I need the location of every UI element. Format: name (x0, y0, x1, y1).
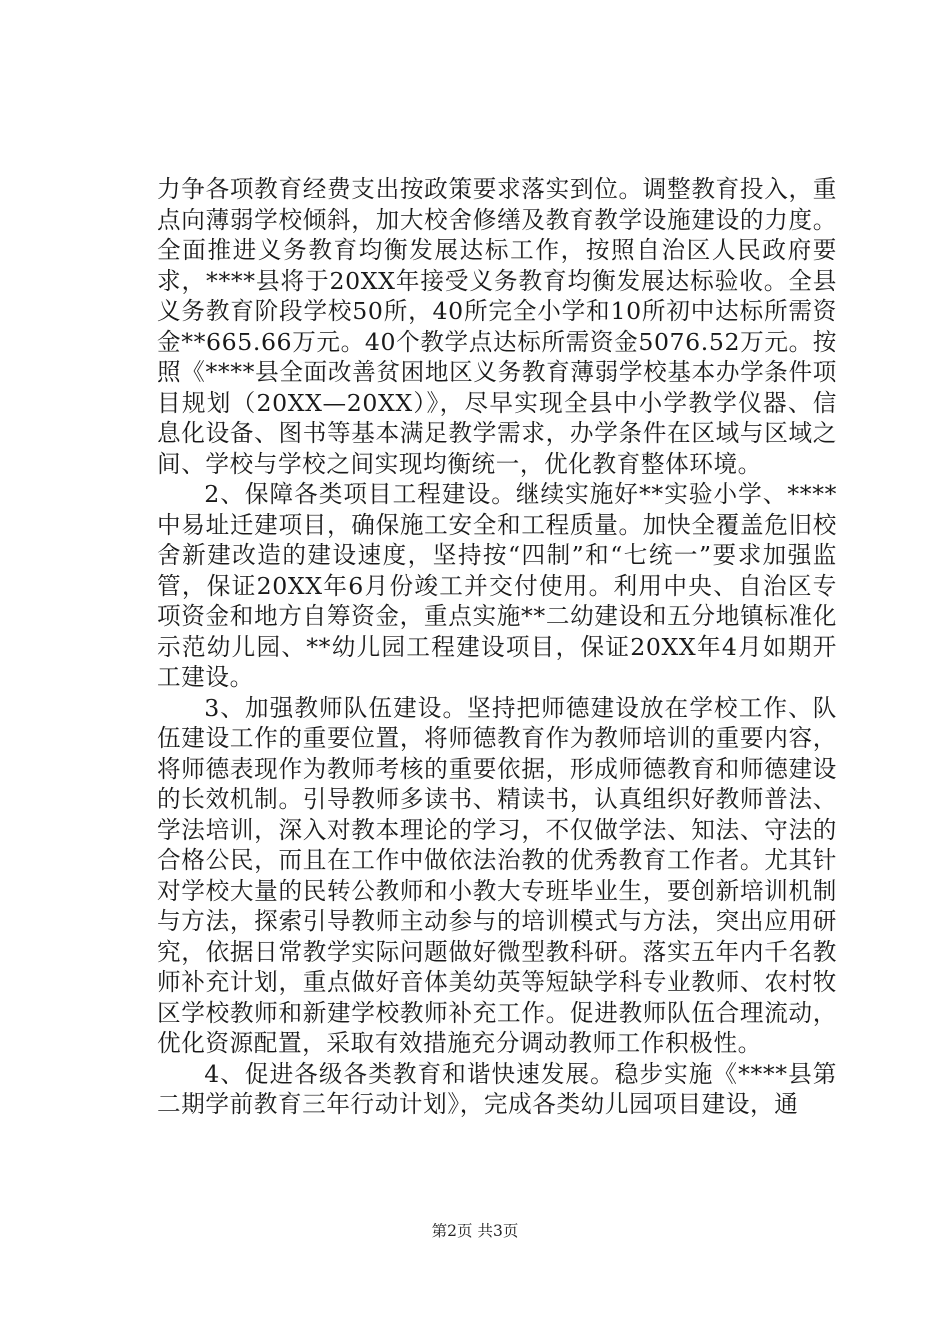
paragraph-funding: 力争各项教育经费支出按政策要求落实到位。调整教育投入，重点向薄弱学校倾斜，加大校舍修缮及教育教学设施建设的力度。全面推进义务教育均衡发展达标工作，按照自治区人民政府要求，****县将于20XX年接受义务教育均衡发展达标验收。全县义务教育阶段学校50所，40所完全小学和10所初中达标所需资金**665.66万元。40个教学点达标所需资金5076.52万元。按照《****县全面改善贫困地区义务教育薄弱学校基本办学条件项目规划（20XX—20XX）》，尽早实现全县中小学教学仪器、信息化设备、图书等基本满足教学需求，办学条件在区域与区域之间、学校与学校之间实现均衡统一，优化教育整体环境。 (157, 175, 837, 478)
paragraph-teacher-team: 3、加强教师队伍建设。坚持把师德建设放在学校工作、队伍建设工作的重要位置，将师德教育作为教师培训的重要内容，将师德表现作为教师考核的重要依据，形成师德教育和师德建设的长效机制。引导教师多读书、精读书，认真组织好教师普法、学法培训，深入对教本理论的学习，不仅做学法、知法、守法的合格公民，而且在工作中做依法治教的优秀教育工作者。尤其针对学校大量的民转公教师和小教大专班毕业生，要创新培训机制与方法，探索引导教师主动参与的培训模式与方法，突出应用研究，依据日常教学实际问题做好微型教科研。落实五年内千名教师补充计划，重点做好音体美幼英等短缺学科专业教师、农村牧区学校教师和新建学校教师补充工作。促进教师队伍合理流动，优化资源配置，采取有效措施充分调动教师工作积极性。 (157, 693, 837, 1057)
paragraph-project-construction: 2、保障各类项目工程建设。继续实施好**实验小学、****中易址迁建项目，确保施工安全和工程质量。加快全覆盖危旧校舍新建改造的建设速度，坚持按“四制”和“七统一”要求加强监管，保证20XX年6月份竣工并交付使用。利用中央、自治区专项资金和地方自筹资金，重点实施**二幼建设和五分地镇标准化示范幼儿园、**幼儿园工程建设项目，保证20XX年4月如期开工建设。 (157, 480, 837, 691)
document-body (157, 174, 837, 1120)
page-footer: 第2页 共3页 (431, 1222, 519, 1240)
paragraph-education-development: 4、促进各级各类教育和谐快速发展。稳步实施《****县第二期学前教育三年行动计划》，完成各类幼儿园项目建设，通 (157, 1059, 837, 1118)
